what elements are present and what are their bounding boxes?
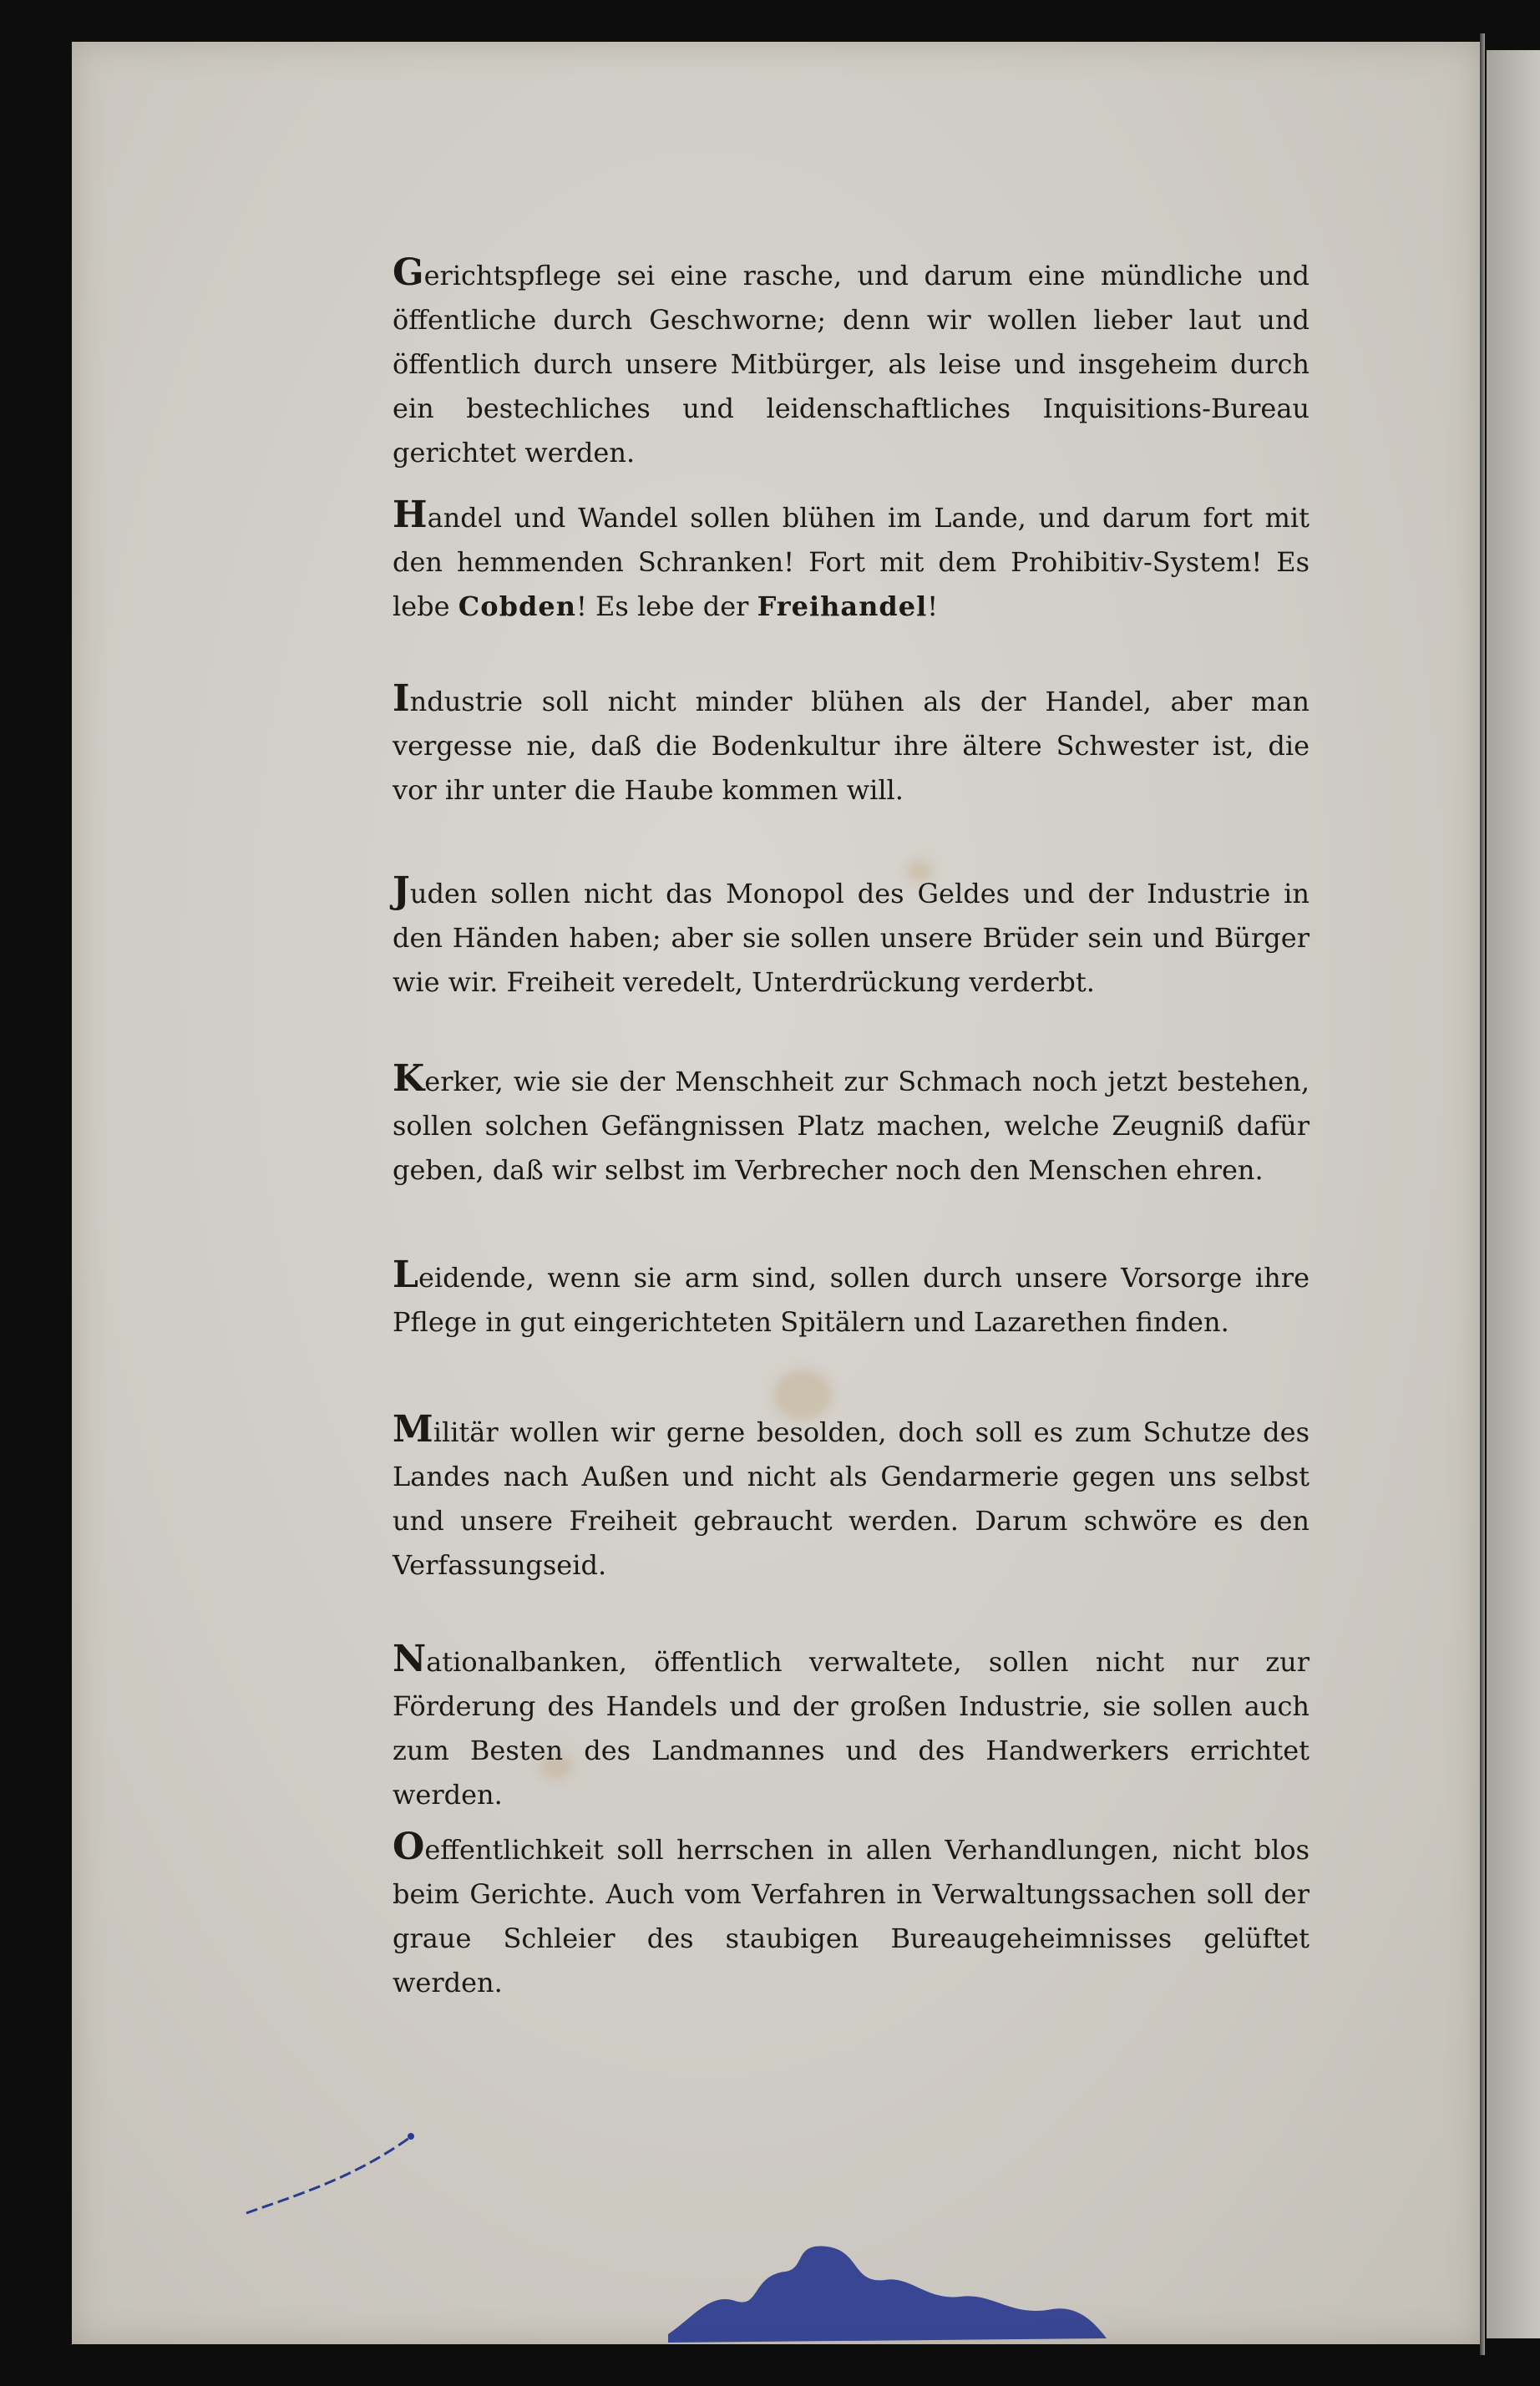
initial-letter: G bbox=[393, 251, 424, 294]
emphasis-freihandel: Freihandel bbox=[757, 590, 928, 622]
paragraph-oeffentlichkeit bbox=[393, 1825, 1310, 2005]
paragraph-text: uden sollen nicht das Monopol des Geldes und der Industrie in den Händen haben; aber sie sollen unsere Brüder sein und Bürger wie wir. Freiheit veredelt, Unterdrückung verderbt. bbox=[393, 878, 1310, 998]
paragraph-leidende bbox=[393, 1253, 1310, 1345]
paragraph-text: erichtspflege sei eine rasche, und darum eine mündliche und öffentliche durch Geschworne; denn wir wollen lieber laut und öffentlich durch unsere Mitbürger, als leise und insgeheim durch ein bestechliches und leidenschaftliches Inquisitions-Bureau gerichtet werden. bbox=[393, 260, 1310, 469]
paragraph-militaer bbox=[393, 1407, 1310, 1588]
initial-letter: H bbox=[393, 494, 428, 536]
initial-letter: K bbox=[393, 1057, 425, 1100]
paragraph-text: ! bbox=[927, 590, 939, 622]
paragraph-text: ndustrie soll nicht minder blühen als der Handel, aber man vergesse nie, daß die Bodenkultur ihre ältere Schwester ist, die vor ihr unter die Haube kommen will. bbox=[393, 686, 1310, 806]
paragraph-text: ilitär wollen wir gerne besolden, doch soll es zum Schutze des Landes nach Außen und nicht als Gendarmerie gegen uns selbst und unsere Freiheit gebraucht werden. Darum schwöre es den Verfassungseid. bbox=[393, 1416, 1310, 1581]
ink-blot bbox=[660, 2226, 1111, 2343]
paragraph-text: erker, wie sie der Menschheit zur Schmach noch jetzt bestehen, sollen solchen Gefängnissen Platz machen, welche Zeugniß dafür geben, daß wir selbst im Verbrecher noch den Menschen ehren. bbox=[393, 1066, 1310, 1186]
paragraph-text: ! Es lebe der bbox=[575, 590, 757, 622]
adjacent-page-edge bbox=[1487, 50, 1540, 2338]
paragraph-juden bbox=[393, 869, 1310, 1005]
initial-letter: N bbox=[393, 1638, 427, 1680]
initial-letter: I bbox=[393, 677, 410, 720]
paragraph-text: effentlichkeit soll herrschen in allen Verhandlungen, nicht blos beim Gerichte. Auch vom Verfahren in Verwaltungssachen soll der graue Schleier des staubigen Bureaugeheimnisses gelüftet werden. bbox=[393, 1834, 1310, 1998]
paragraph-kerker bbox=[393, 1056, 1310, 1193]
emphasis-cobden: Cobden bbox=[458, 590, 576, 622]
initial-letter: M bbox=[393, 1408, 433, 1451]
initial-letter: J bbox=[393, 869, 410, 912]
paragraph-text: andel und Wandel sollen blühen im Lande, und darum fort mit den hemmenden Schranken! Fort mit dem Prohibitiv-System! Es lebe bbox=[393, 502, 1310, 622]
paper-sheet bbox=[72, 42, 1482, 2344]
paragraph-handel bbox=[393, 493, 1310, 629]
initial-letter: O bbox=[393, 1826, 425, 1868]
paragraph-gerichtspflege bbox=[393, 251, 1310, 475]
paragraph-text: eidende, wenn sie arm sind, sollen durch unsere Vorsorge ihre Pflege in gut eingerichteten Spitälern und Lazarethen finden. bbox=[393, 1262, 1310, 1338]
paragraph-industrie bbox=[393, 676, 1310, 813]
pen-stroke-mark bbox=[242, 2121, 426, 2221]
paragraph-text: ationalbanken, öffentlich verwaltete, sollen nicht nur zur Förderung des Handels und der großen Industrie, sie sollen auch zum Besten des Landmannes und des Handwerkers errichtet werden. bbox=[393, 1646, 1310, 1811]
page-fold-shadow bbox=[1480, 33, 1485, 2355]
paragraph-nationalbanken bbox=[393, 1637, 1310, 1817]
initial-letter: L bbox=[393, 1254, 418, 1296]
